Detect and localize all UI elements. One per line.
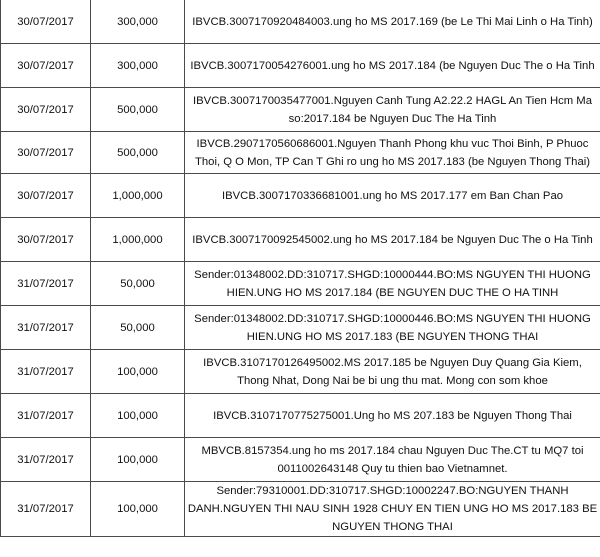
amount-cell: 500,000 bbox=[91, 132, 185, 174]
table-row bbox=[1, 306, 600, 350]
amount-cell: 1,000,000 bbox=[91, 174, 185, 218]
description-cell: MBVCB.8157354.ung ho ms 2017.184 chau Nguyen Duc The.CT tu MQ7 toi 0011002643148 Quy tu thien bao Vietnamnet. bbox=[185, 438, 600, 482]
table-row bbox=[1, 262, 600, 306]
table-row bbox=[1, 132, 600, 174]
amount-cell: 300,000 bbox=[91, 0, 185, 44]
date-cell: 30/07/2017 bbox=[1, 44, 91, 88]
description-cell: IBVCB.3007170092545002.ung ho MS 2017.184 be Nguyen Duc The o Ha Tinh bbox=[185, 218, 600, 262]
table-row bbox=[1, 350, 600, 394]
date-cell: 30/07/2017 bbox=[1, 218, 91, 262]
date-cell: 31/07/2017 bbox=[1, 438, 91, 482]
amount-cell: 100,000 bbox=[91, 350, 185, 394]
amount-cell: 500,000 bbox=[91, 88, 185, 132]
date-cell: 30/07/2017 bbox=[1, 174, 91, 218]
description-cell: IBVCB.3007170035477001.Nguyen Canh Tung A2.22.2 HAGL An Tien Hcm Ma so:2017.184 be Nguyen Duc The Ha Tinh bbox=[185, 88, 600, 132]
date-cell: 30/07/2017 bbox=[1, 132, 91, 174]
amount-cell: 100,000 bbox=[91, 438, 185, 482]
table-row bbox=[1, 44, 600, 88]
amount-cell: 100,000 bbox=[91, 482, 185, 537]
table-row bbox=[1, 174, 600, 218]
description-cell: Sender:79310001.DD:310717.SHGD:10002247.BO:NGUYEN THANH DANH.NGUYEN THI NAU SINH 1928 CHUY EN TIEN UNG HO MS 2017.183 BE NGUYEN THONG THAI bbox=[185, 482, 600, 537]
table-row bbox=[1, 482, 600, 537]
description-cell: Sender:01348002.DD:310717.SHGD:10000446.BO:MS NGUYEN THI HUONG HIEN.UNG HO MS 2017.183 (BE NGUYEN THONG THAI bbox=[185, 306, 600, 350]
table-row bbox=[1, 438, 600, 482]
date-cell: 31/07/2017 bbox=[1, 262, 91, 306]
amount-cell: 1,000,000 bbox=[91, 218, 185, 262]
table-row bbox=[1, 218, 600, 262]
description-cell: IBVCB.3107170775275001.Ung ho MS 207.183 be Nguyen Thong Thai bbox=[185, 394, 600, 438]
description-cell: Sender:01348002.DD:310717.SHGD:10000444.BO:MS NGUYEN THI HUONG HIEN.UNG HO MS 2017.184 (BE NGUYEN DUC THE O HA TINH bbox=[185, 262, 600, 306]
table-row bbox=[1, 394, 600, 438]
date-cell: 30/07/2017 bbox=[1, 0, 91, 44]
date-cell: 31/07/2017 bbox=[1, 482, 91, 537]
date-cell: 30/07/2017 bbox=[1, 88, 91, 132]
description-cell: IBVCB.3007170336681001.ung ho MS 2017.177 em Ban Chan Pao bbox=[185, 174, 600, 218]
description-cell: IBVCB.2907170560686001.Nguyen Thanh Phong khu vuc Thoi Binh, P Phuoc Thoi, Q O Mon, TP Can T Ghi ro ung ho MS 2017.183 (be Nguyen Thong Thai) bbox=[185, 132, 600, 174]
table-row bbox=[1, 88, 600, 132]
amount-cell: 300,000 bbox=[91, 44, 185, 88]
date-cell: 31/07/2017 bbox=[1, 306, 91, 350]
date-cell: 31/07/2017 bbox=[1, 394, 91, 438]
amount-cell: 100,000 bbox=[91, 394, 185, 438]
description-cell: IBVCB.3007170054276001.ung ho MS 2017.184 (be Nguyen Duc The o Ha Tinh bbox=[185, 44, 600, 88]
table-row bbox=[1, 0, 600, 44]
date-cell: 31/07/2017 bbox=[1, 350, 91, 394]
amount-cell: 50,000 bbox=[91, 306, 185, 350]
amount-cell: 50,000 bbox=[91, 262, 185, 306]
description-cell: IBVCB.3107170126495002.MS 2017.185 be Nguyen Duy Quang Gia Kiem, Thong Nhat, Dong Nai be bi ung thu mat. Mong con som khoe bbox=[185, 350, 600, 394]
description-cell: IBVCB.3007170920484003.ung ho MS 2017.169 (be Le Thi Mai Linh o Ha Tinh) bbox=[185, 0, 600, 44]
